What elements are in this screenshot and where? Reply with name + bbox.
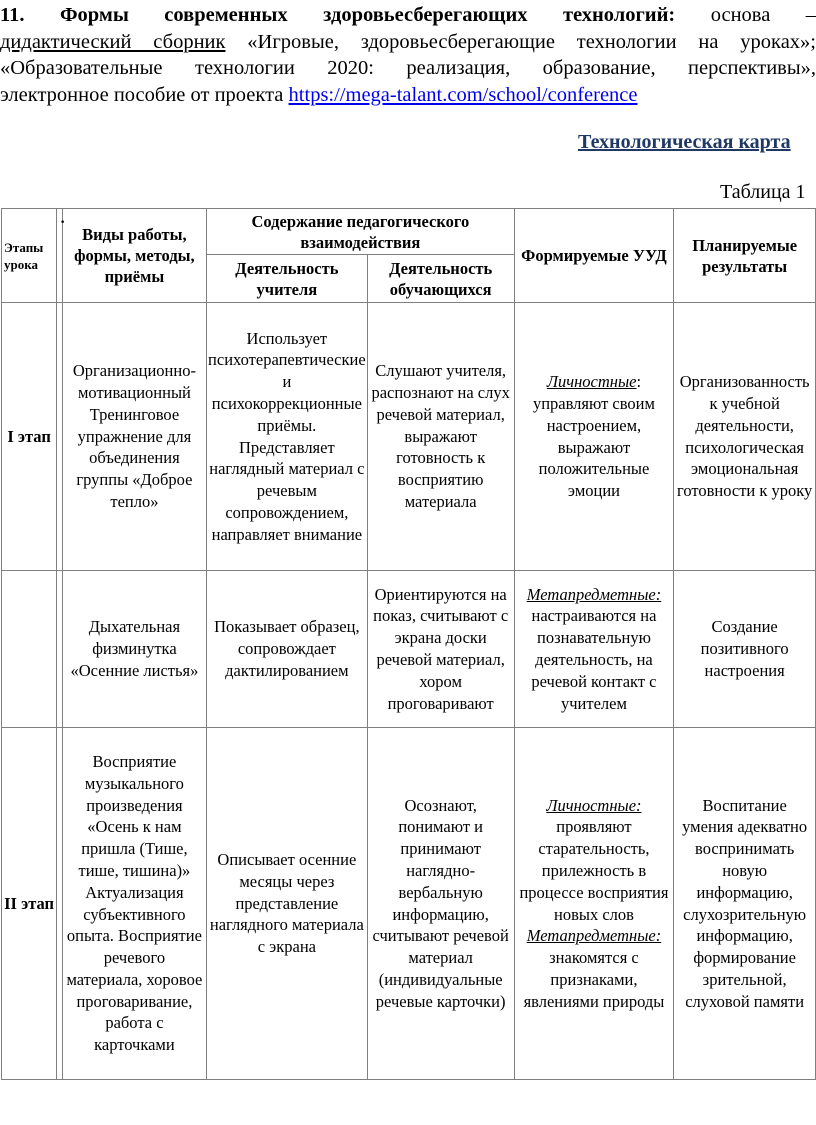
intro-lead: основа – (675, 4, 816, 26)
students-cell: Осознают, понимают и принимают наглядно-вербальную информацию, считывают речевой материал (индивидуальные речевые карточки) (367, 728, 514, 1080)
stage-cell (2, 571, 57, 728)
table-row (2, 728, 816, 1080)
results-cell: Организованность к учебной деятельности, психологическая эмоциональная готовности к уроку (674, 303, 816, 571)
results-cell: Воспитание умения адекватно воспринимать новую информацию, слухозрительную информацию, формирование зрительной, слуховой памяти (674, 728, 816, 1080)
uud-text: проявляют старательность, прилежность в процессе восприятия новых слов (519, 817, 669, 924)
uud-label: Метапредметные: (526, 584, 662, 604)
uud-cell (514, 728, 674, 1080)
table-row (2, 303, 816, 571)
header-students: Деятельность обучающихся (367, 255, 514, 303)
students-cell: Слушают учителя, распознают на слух речевой материал, выражают готовность к восприятию материала (367, 303, 514, 571)
intro-heading: 11. Формы современных здоровьесберегающих технологий: (0, 4, 676, 26)
teacher-cell: Использует психотерапевтические и психокоррекционные приёмы. Представляет наглядный материал с речевым сопровождением, направляет внимание (207, 303, 368, 571)
header-results: Планируемые результаты (674, 209, 816, 303)
intro-line4-prefix: электронное пособие от проекта (0, 83, 289, 106)
uud-text: управляют своим настроением, выражают положительные эмоции (532, 393, 655, 501)
header-forms: Виды работы, формы, методы, приёмы (62, 209, 206, 303)
header-content: Содержание педагогического взаимодействия (207, 209, 515, 255)
intro-line-1 (0, 2, 816, 29)
students-cell: Ориентируются на показ, считывают с экрана доски речевой материал, хором проговаривают (367, 571, 514, 728)
uud-text: настраиваются на познавательную деятельность, на речевой контакт с учителем (531, 606, 657, 713)
intro-line-2 (0, 29, 816, 56)
page-title: Технологическая карта (578, 131, 791, 153)
uud-text-2: знакомятся с признаками, явлениями природы (523, 948, 665, 1011)
results-cell: Создание позитивного настроения (674, 571, 816, 728)
uud-label-2: Метапредметные: (526, 926, 662, 946)
uud-cell (514, 571, 674, 728)
uud-cell: Личностные: управляют своим настроением, выражают положительные эмоции (514, 303, 674, 571)
source-underlined: дидактический сборник (0, 30, 226, 53)
header-teacher: Деятельность учителя (207, 255, 368, 303)
uud-label: Личностные: (546, 795, 642, 815)
stage-cell: I этап (2, 303, 57, 571)
intro-paragraph (0, 2, 816, 108)
header-dot: · (60, 214, 66, 231)
teacher-cell: Описывает осенние месяцы через представление наглядного материала с экрана (207, 728, 368, 1080)
intro-line-3: «Образовательные технологии 2020: реализация, образование, перспективы», (0, 57, 816, 79)
forms-cell: Восприятие музыкального произведения «Осень к нам пришла (Тише, тише, тишина)» Актуализация субъективного опыта. Восприятие речевого материала, хоровое проговаривание, работа с карточками (62, 728, 206, 1080)
teacher-cell: Показывает образец, сопровождает дактилированием (207, 571, 368, 728)
stage-cell: II этап (2, 728, 57, 1080)
header-uud: Формируемые УУД (514, 209, 674, 303)
table-row (2, 571, 816, 728)
header-stages: Этапы урока (2, 209, 57, 303)
source-rest: «Игровые, здоровьесберегающие технологии на уроках»; (225, 30, 816, 53)
tech-map-table (1, 208, 816, 1080)
forms-cell: Дыхательная физминутка «Осенние листья» (62, 571, 206, 728)
forms-cell: Организационно-мотивационный Тренинговое упражнение для объединения группы «Доброе тепло» (62, 303, 206, 571)
conference-link[interactable]: https://mega-talant.com/school/conference (288, 83, 638, 106)
table-label: Таблица 1 (720, 181, 806, 203)
uud-label: Личностные (546, 372, 637, 392)
intro-line-4 (0, 82, 816, 109)
